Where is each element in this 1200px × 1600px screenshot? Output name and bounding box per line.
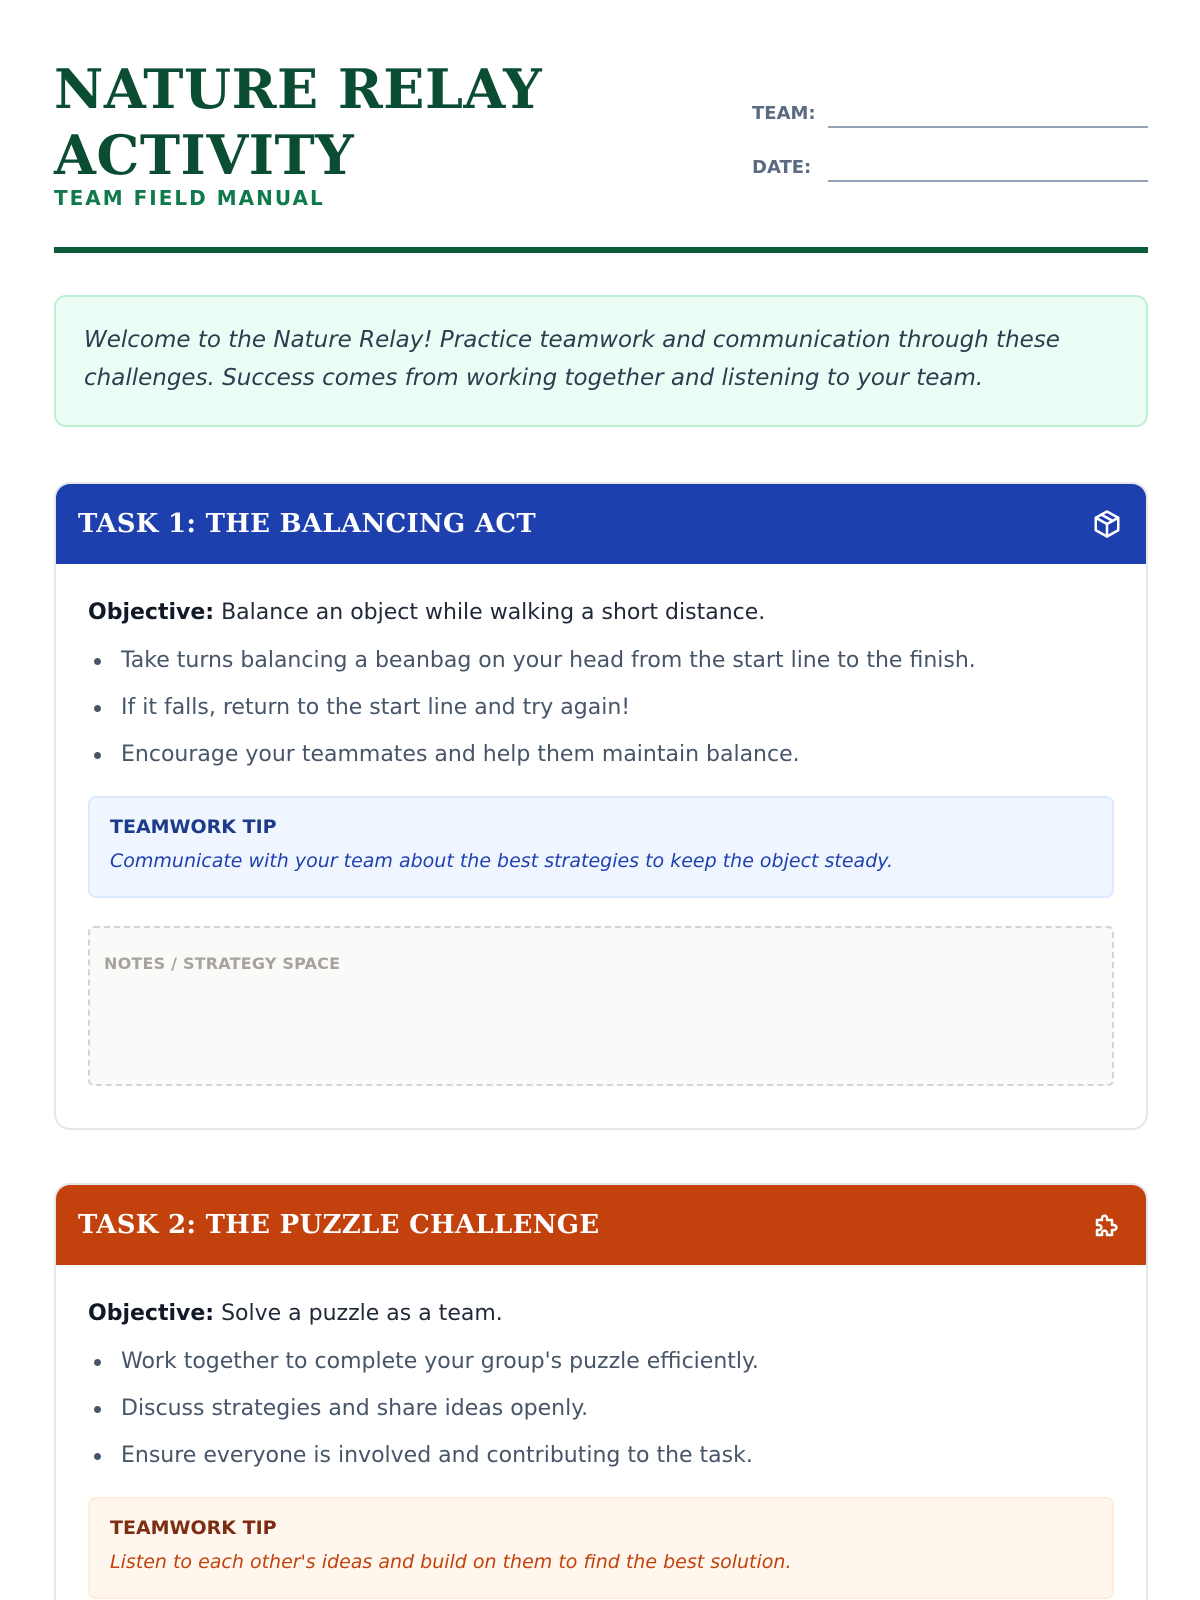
task-1-objective-text: Balance an object while walking a short distance. <box>214 600 766 625</box>
task-1-notes-area[interactable] <box>88 926 1114 1086</box>
task-2-tip-title: TEAMWORK TIP <box>110 1517 277 1539</box>
page-subtitle: TEAM FIELD MANUAL <box>54 186 325 210</box>
team-info-fields <box>752 94 1148 202</box>
intro-box <box>54 295 1148 427</box>
task-2-header <box>56 1185 1146 1265</box>
task-1-header <box>56 484 1146 564</box>
date-field-label: DATE: <box>752 157 812 178</box>
team-field-label: TEAM: <box>752 103 816 124</box>
task-2-steps <box>88 1347 1114 1471</box>
task-1-body <box>56 564 1146 1086</box>
task-1-notes-label: NOTES / STRATEGY SPACE <box>104 954 341 973</box>
team-field <box>752 94 1148 128</box>
team-field-line[interactable] <box>828 94 1148 128</box>
date-field-line[interactable] <box>828 148 1148 182</box>
date-field <box>752 148 1148 182</box>
header-divider <box>54 247 1148 253</box>
list-item: Encourage your teammates and help them maintain balance. <box>88 740 1114 770</box>
title-line-2: ACTIVITY <box>54 123 355 187</box>
task-2-tip-text: Listen to each other's ideas and build on them to find the best solution. <box>110 1551 792 1573</box>
task-2-objective-text: Solve a puzzle as a team. <box>214 1301 503 1326</box>
box-icon <box>1090 507 1124 541</box>
list-item: If it falls, return to the start line and try again! <box>88 693 1114 723</box>
task-card-2 <box>54 1183 1148 1600</box>
task-1-teamwork-tip <box>88 796 1114 898</box>
list-item: Discuss strategies and share ideas openly. <box>88 1394 1114 1424</box>
task-2-objective-label: Objective: <box>88 1301 215 1326</box>
list-item: Ensure everyone is involved and contributing to the task. <box>88 1441 1114 1471</box>
task-2-body <box>56 1265 1146 1599</box>
title-line-1: NATURE RELAY <box>54 57 543 121</box>
task-1-tip-text: Communicate with your team about the best strategies to keep the object steady. <box>110 850 894 872</box>
task-1-objective <box>88 598 1114 628</box>
task-1-steps <box>88 646 1114 770</box>
intro-text: Welcome to the Nature Relay! Practice teamwork and communication through these challenges. Success comes from working together and listening to your team. <box>84 327 1060 391</box>
task-card-1 <box>54 482 1148 1130</box>
task-2-teamwork-tip <box>88 1497 1114 1599</box>
puzzle-icon <box>1090 1208 1124 1242</box>
task-1-tip-title: TEAMWORK TIP <box>110 816 277 838</box>
page-header <box>54 56 1148 254</box>
task-1-objective-label: Objective: <box>88 600 215 625</box>
task-2-title: TASK 2: THE PUZZLE CHALLENGE <box>78 1210 600 1240</box>
list-item: Take turns balancing a beanbag on your head from the start line to the finish. <box>88 646 1114 676</box>
task-2-objective <box>88 1299 1114 1329</box>
list-item: Work together to complete your group's puzzle efficiently. <box>88 1347 1114 1377</box>
task-1-title: TASK 1: THE BALANCING ACT <box>78 509 537 539</box>
